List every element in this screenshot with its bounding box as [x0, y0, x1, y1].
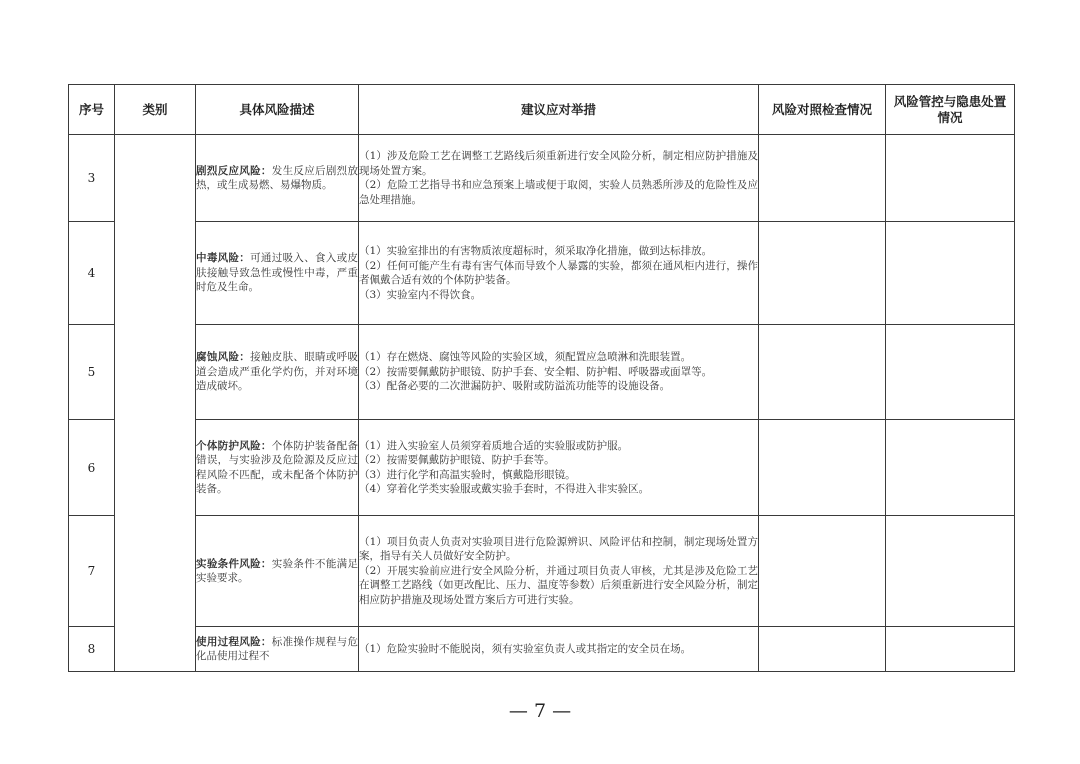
measure-item: （3）配备必要的二次泄漏防护、吸附或防溢流功能等的设施设备。 — [359, 380, 671, 393]
row-number: 4 — [69, 222, 115, 325]
risk-text: 个体防护装备配备错误，与实验涉及危险源及反应过程风险不匹配，或未配备个体防护装备。 — [196, 439, 358, 495]
table-row — [69, 135, 1015, 222]
control-cell — [886, 627, 1015, 672]
header-control: 风险管控与隐患处置情况 — [886, 85, 1015, 135]
risk-description — [196, 135, 359, 222]
measure-item: （1）实验室排出的有害物质浓度超标时，须采取净化措施，做到达标排放。 — [359, 245, 713, 257]
risk-table — [68, 84, 1015, 672]
control-cell — [886, 420, 1015, 516]
risk-text: 标准操作规程与危化品使用过程不 — [196, 635, 358, 662]
measure-item: （2）按需要佩戴防护眼镜、防护手套等。 — [359, 454, 555, 466]
table-row — [69, 516, 1015, 627]
table-row — [69, 627, 1015, 672]
risk-description — [196, 420, 359, 516]
page-number: — 7 — — [508, 700, 572, 722]
risk-text: 可通过吸入、食入或皮肤接触导致急性或慢性中毒，严重时危及生命。 — [196, 252, 359, 294]
measure-item: （1）项目负责人负责对实验项目进行危险源辨识、风险评估和控制，制定现场处置方案，指导有关人员做好安全防护。 — [359, 535, 758, 563]
check-cell — [759, 135, 886, 222]
suggested-measures — [359, 627, 759, 672]
category-cell — [115, 135, 196, 672]
header-measures: 建议应对举措 — [359, 85, 759, 135]
risk-description — [196, 325, 359, 420]
measure-item: （2）开展实验前应进行安全风险分析，并通过项目负责人审核，尤其是涉及危险工艺在调整工艺路线（如更改配比、压力、温度等参数）后须重新进行安全风险分析，制定相应防护措施及现场处置方案后方可进行实验。 — [359, 564, 758, 606]
suggested-measures — [359, 135, 759, 222]
check-cell — [759, 222, 886, 325]
table-header-row — [69, 85, 1015, 135]
check-cell — [759, 325, 886, 420]
risk-label: 剧烈反应风险： — [196, 164, 272, 177]
control-cell — [886, 325, 1015, 420]
risk-description — [196, 627, 359, 672]
risk-text: 发生反应后剧烈放热，或生成易燃、易爆物质。 — [196, 164, 358, 191]
table-row — [69, 420, 1015, 516]
suggested-measures — [359, 420, 759, 516]
control-cell — [886, 135, 1015, 222]
suggested-measures — [359, 325, 759, 420]
risk-label: 使用过程风险： — [196, 635, 272, 648]
check-cell — [759, 516, 886, 627]
measure-item: （2）危险工艺指导书和应急预案上墙或便于取阅，实验人员熟悉所涉及的危险性及应急处理措施。 — [359, 179, 758, 206]
header-category: 类别 — [115, 85, 196, 135]
measure-item: （1）涉及危险工艺在调整工艺路线后须重新进行安全风险分析，制定相应防护措施及现场处置方案。 — [359, 150, 758, 177]
measure-item: （1）危险实验时不能脱岗，须有实验室负责人或其指定的安全员在场。 — [359, 642, 692, 655]
risk-label: 腐蚀风险： — [196, 351, 251, 364]
risk-description — [196, 516, 359, 627]
risk-label: 实验条件风险： — [196, 557, 272, 570]
control-cell — [886, 222, 1015, 325]
measure-item: （3）实验室内不得饮食。 — [359, 288, 482, 301]
table-row — [69, 222, 1015, 325]
risk-description — [196, 222, 359, 325]
row-number: 6 — [69, 420, 115, 516]
risk-label: 中毒风险： — [196, 252, 251, 265]
row-number: 5 — [69, 325, 115, 420]
risk-label: 个体防护风险： — [196, 439, 272, 452]
row-number: 8 — [69, 627, 115, 672]
row-number: 7 — [69, 516, 115, 627]
risk-text: 实验条件不能满足实验要求。 — [196, 557, 358, 584]
measure-item: （4）穿着化学类实验服或戴实验手套时，不得进入非实验区。 — [359, 483, 650, 495]
suggested-measures — [359, 222, 759, 325]
measure-item: （1）进入实验室人员须穿着质地合适的实验服或防护服。 — [359, 439, 629, 452]
measure-item: （3）进行化学和高温实验时，慎戴隐形眼镜。 — [359, 468, 576, 481]
check-cell — [759, 627, 886, 672]
header-no: 序号 — [69, 85, 115, 135]
check-cell — [759, 420, 886, 516]
table-row — [69, 325, 1015, 420]
header-check: 风险对照检查情况 — [759, 85, 886, 135]
risk-text: 接触皮肤、眼睛或呼吸道会造成严重化学灼伤，并对环境造成破坏。 — [196, 351, 359, 393]
measure-item: （2）按需要佩戴防护眼镜、防护手套、安全帽、防护帽、呼吸器或面罩等。 — [359, 365, 713, 378]
row-number: 3 — [69, 135, 115, 222]
control-cell — [886, 516, 1015, 627]
suggested-measures — [359, 516, 759, 627]
header-description: 具体风险描述 — [196, 85, 359, 135]
measure-item: （1）存在燃烧、腐蚀等风险的实验区域，须配置应急喷淋和洗眼装置。 — [359, 351, 692, 364]
measure-item: （2）任何可能产生有毒有害气体而导致个人暴露的实验，都须在通风柜内进行，操作者佩戴合适有效的个体防护装备。 — [359, 259, 758, 286]
